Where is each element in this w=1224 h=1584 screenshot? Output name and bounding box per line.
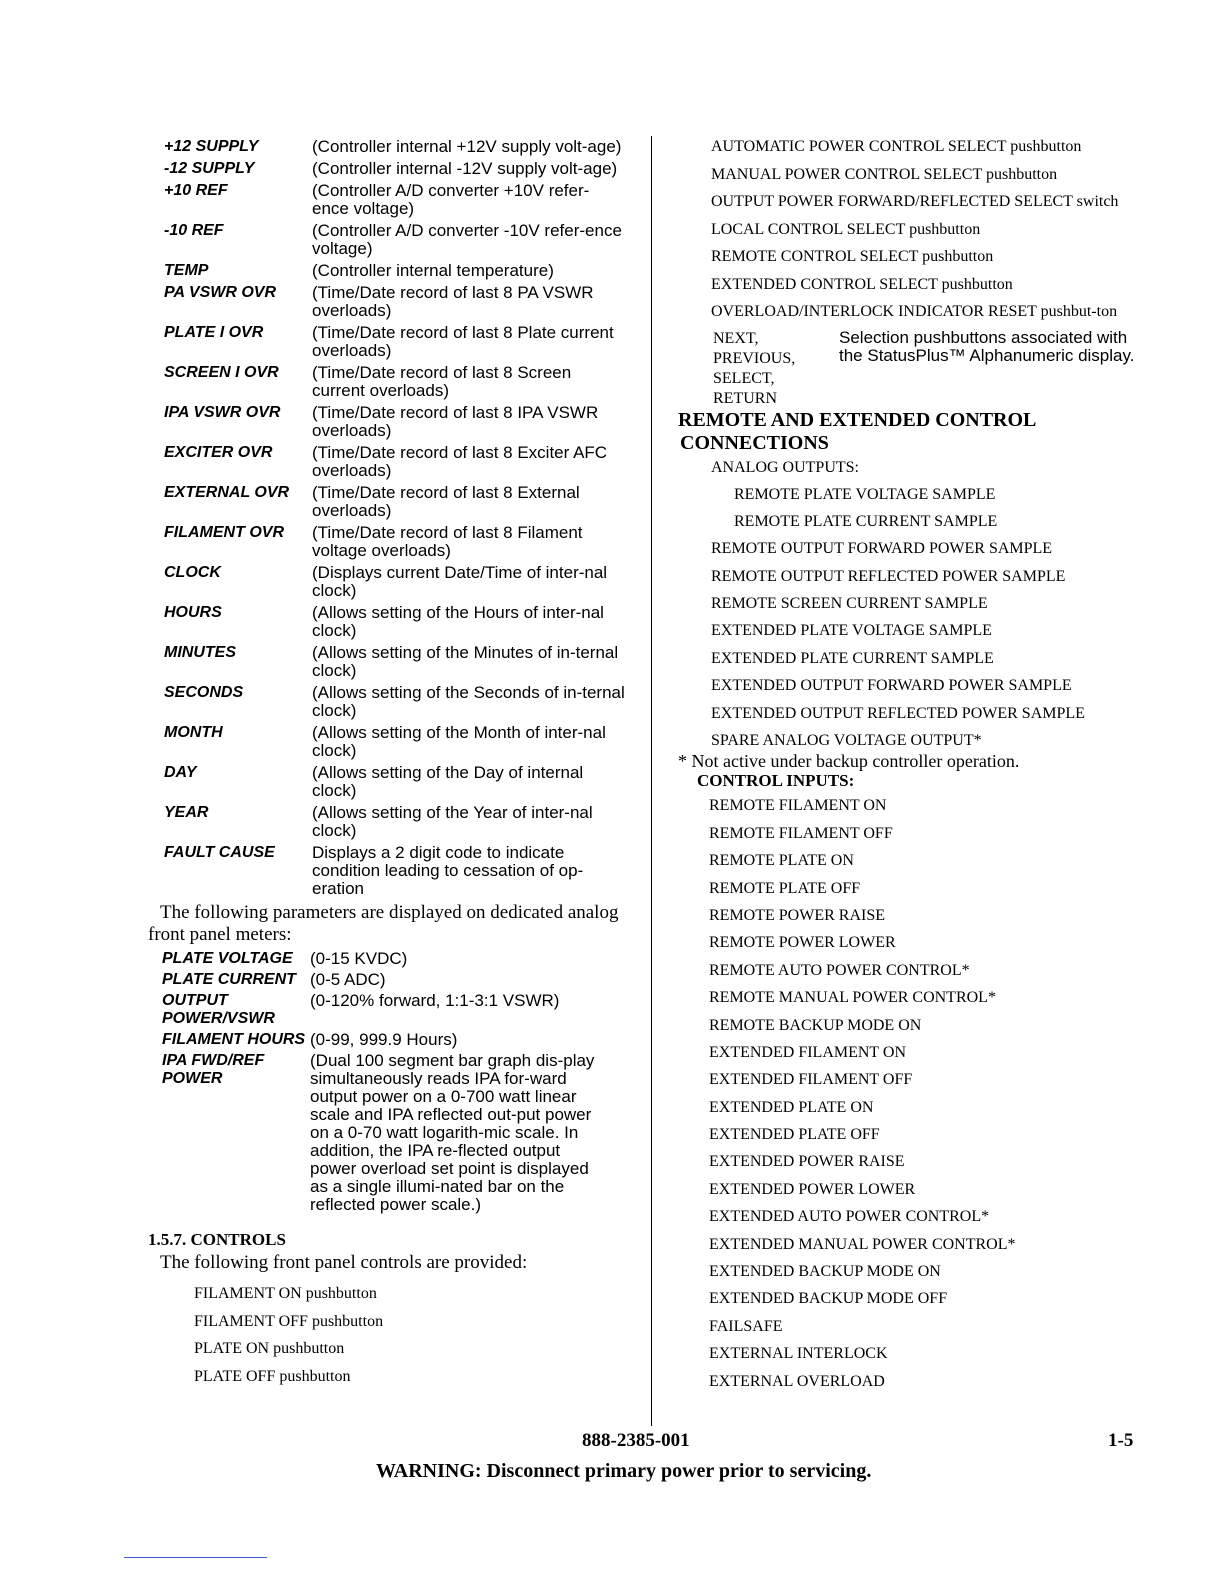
- control-input-item: REMOTE FILAMENT OFF: [709, 824, 893, 842]
- controls-intro: The following front panel controls are provided:: [160, 1252, 528, 1273]
- param-desc: (Controller internal +12V supply volt-age): [312, 137, 622, 156]
- param-row: [148, 724, 636, 760]
- analog-outputs-list: [678, 486, 1138, 751]
- param-term: -12 SUPPLY: [164, 160, 255, 177]
- meters-intro: The following parameters are displayed on dedicated analog front panel meters:: [148, 902, 619, 945]
- param-row: [148, 524, 636, 560]
- param-desc: (Allows setting of the Seconds of in-ternal clock): [312, 683, 625, 720]
- nav-key: PREVIOUS,: [713, 349, 796, 367]
- control-input-item: EXTENDED MANUAL POWER CONTROL*: [709, 1235, 1016, 1253]
- column-divider: [651, 136, 652, 1426]
- param-row: [148, 804, 636, 840]
- control-input-item: EXTENDED BACKUP MODE OFF: [709, 1290, 948, 1308]
- param-term: CLOCK: [164, 564, 221, 581]
- param-desc: (Allows setting of the Minutes of in-ternal clock): [312, 643, 619, 680]
- param-term: MONTH: [164, 724, 223, 741]
- param-term: FILAMENT OVR: [164, 524, 284, 541]
- analog-output-item: REMOTE PLATE VOLTAGE SAMPLE: [734, 485, 996, 503]
- controls-list: [148, 1280, 636, 1390]
- control-input-item: EXTENDED FILAMENT ON: [709, 1043, 907, 1061]
- parameter-table: [148, 138, 636, 898]
- analog-output-item: EXTENDED PLATE VOLTAGE SAMPLE: [711, 622, 992, 640]
- param-row: [148, 160, 636, 178]
- control-input-item: REMOTE POWER RAISE: [709, 906, 885, 924]
- meter-desc: (0-15 KVDC): [310, 949, 408, 968]
- control-input-item: REMOTE PLATE ON: [709, 852, 854, 870]
- param-desc: (Allows setting of the Day of internal clock): [312, 763, 584, 800]
- left-column: [148, 138, 636, 1390]
- control-item: PLATE ON pushbutton: [194, 1340, 345, 1357]
- bottom-rule: [124, 1557, 267, 1558]
- control-input-item: EXTENDED FILAMENT OFF: [709, 1071, 913, 1089]
- param-desc: (Controller internal temperature): [312, 261, 554, 280]
- param-term: YEAR: [164, 804, 209, 821]
- param-row: [148, 684, 636, 720]
- controls-heading: 1.5.7. CONTROLS: [148, 1230, 286, 1249]
- param-row: [148, 484, 636, 520]
- param-term: SCREEN I OVR: [164, 364, 279, 381]
- param-row: [148, 564, 636, 600]
- right-control-item: REMOTE CONTROL SELECT pushbutton: [711, 248, 994, 265]
- param-desc: (Controller internal -12V supply volt-age): [312, 159, 618, 178]
- right-control-item: MANUAL POWER CONTROL SELECT pushbutton: [711, 165, 1058, 183]
- param-desc: Displays a 2 digit code to indicate condition leading to cessation of op-eration: [312, 843, 584, 898]
- control-input-item: EXTENDED POWER RAISE: [709, 1153, 905, 1171]
- right-control-item: OUTPUT POWER FORWARD/REFLECTED SELECT switch: [711, 193, 1119, 210]
- right-controls-list: [678, 138, 1138, 321]
- remote-heading-line2: CONNECTIONS: [680, 431, 829, 454]
- nav-key: NEXT,: [713, 329, 759, 347]
- right-column: [678, 138, 1138, 1400]
- meter-term: IPA FWD/REF POWER: [162, 1052, 265, 1087]
- control-input-item: EXTENDED PLATE ON: [709, 1098, 874, 1116]
- control-input-item: EXTENDED AUTO POWER CONTROL*: [709, 1208, 990, 1226]
- analog-output-item: EXTENDED OUTPUT FORWARD POWER SAMPLE: [711, 677, 1072, 695]
- param-term: SECONDS: [164, 684, 244, 701]
- remote-heading-line1: REMOTE AND EXTENDED CONTROL: [678, 408, 1037, 431]
- param-term: FAULT CAUSE: [164, 844, 275, 861]
- param-term: IPA VSWR OVR: [164, 404, 281, 421]
- meter-row: [148, 971, 636, 989]
- param-row: [148, 844, 636, 898]
- meter-desc: (0-120% forward, 1:1-3:1 VSWR): [310, 991, 560, 1010]
- analog-outputs-label: ANALOG OUTPUTS:: [711, 458, 859, 476]
- meter-term: FILAMENT HOURS: [162, 1031, 306, 1048]
- analog-output-item: EXTENDED OUTPUT REFLECTED POWER SAMPLE: [711, 704, 1085, 722]
- param-row: [148, 444, 636, 480]
- param-term: DAY: [164, 764, 197, 781]
- meter-row: [148, 1031, 636, 1049]
- control-input-item: REMOTE FILAMENT ON: [709, 797, 887, 815]
- param-desc: (Time/Date record of last 8 Filament voltage overloads): [312, 523, 583, 560]
- analog-output-item: EXTENDED PLATE CURRENT SAMPLE: [711, 649, 994, 667]
- control-input-item: REMOTE BACKUP MODE ON: [709, 1016, 922, 1034]
- control-input-item: EXTENDED PLATE OFF: [709, 1126, 880, 1144]
- meter-desc: (Dual 100 segment bar graph dis-play simultaneously reads IPA for-ward output power on a 0-700 watt linear scale and IPA reflected out-put power on a 0-70 watt logarith-mic scale. In addition, the IPA re-flected output power overload set point is displayed as a single illumi-nated bar on the reflected power scale.): [310, 1051, 595, 1214]
- param-desc: (Controller A/D converter -10V refer-ence voltage): [312, 221, 622, 258]
- param-term: -10 REF: [164, 222, 224, 239]
- right-control-item: AUTOMATIC POWER CONTROL SELECT pushbutton: [711, 138, 1082, 155]
- control-input-item: REMOTE MANUAL POWER CONTROL*: [709, 989, 996, 1007]
- param-desc: (Time/Date record of last 8 Screen current overloads): [312, 363, 572, 400]
- control-input-item: FAILSAFE: [709, 1317, 783, 1335]
- right-control-item: LOCAL CONTROL SELECT pushbutton: [711, 220, 981, 238]
- param-desc: (Allows setting of the Year of inter-nal clock): [312, 803, 593, 840]
- param-desc: (Time/Date record of last 8 External overloads): [312, 483, 580, 520]
- param-row: [148, 764, 636, 800]
- meter-desc: (0-99, 999.9 Hours): [310, 1030, 458, 1049]
- control-input-item: EXTERNAL INTERLOCK: [709, 1345, 888, 1363]
- meter-row: [148, 950, 636, 968]
- control-inputs-list: [678, 797, 1138, 1390]
- param-row: [148, 404, 636, 440]
- param-row: [148, 138, 636, 156]
- control-inputs-label: CONTROL INPUTS:: [697, 771, 855, 791]
- right-control-item: EXTENDED CONTROL SELECT pushbutton: [711, 275, 1013, 293]
- control-input-item: EXTERNAL OVERLOAD: [709, 1372, 885, 1390]
- nav-key: SELECT,: [713, 369, 775, 387]
- param-term: +10 REF: [164, 182, 228, 199]
- param-desc: (Time/Date record of last 8 IPA VSWR overloads): [312, 403, 599, 440]
- doc-number: 888-2385-001: [582, 1430, 690, 1451]
- param-term: PA VSWR OVR: [164, 284, 277, 301]
- analog-output-item: REMOTE OUTPUT REFLECTED POWER SAMPLE: [711, 567, 1066, 585]
- param-desc: (Time/Date record of last 8 Exciter AFC overloads): [312, 443, 608, 480]
- param-desc: (Time/Date record of last 8 PA VSWR overloads): [312, 283, 594, 320]
- param-term: MINUTES: [164, 644, 236, 661]
- param-row: [148, 604, 636, 640]
- param-desc: (Time/Date record of last 8 Plate current overloads): [312, 323, 614, 360]
- nav-buttons-block: [713, 329, 1138, 409]
- param-row: [148, 182, 636, 218]
- param-row: [148, 262, 636, 280]
- param-term: EXCITER OVR: [164, 444, 273, 461]
- analog-output-item: REMOTE PLATE CURRENT SAMPLE: [734, 512, 998, 530]
- control-input-item: REMOTE AUTO POWER CONTROL*: [709, 961, 970, 979]
- control-item: PLATE OFF pushbutton: [194, 1367, 351, 1385]
- param-row: [148, 222, 636, 258]
- meter-term: PLATE CURRENT: [162, 971, 296, 988]
- meter-term: OUTPUT POWER/VSWR: [162, 992, 275, 1027]
- meter-row: [148, 992, 636, 1028]
- analog-output-item: REMOTE SCREEN CURRENT SAMPLE: [711, 595, 988, 613]
- backup-note: * Not active under backup controller operation.: [678, 751, 1020, 772]
- service-warning: WARNING: Disconnect primary power prior to servicing.: [376, 1460, 872, 1482]
- param-term: EXTERNAL OVR: [164, 484, 290, 501]
- meter-row: [148, 1052, 636, 1214]
- control-input-item: EXTENDED BACKUP MODE ON: [709, 1263, 941, 1281]
- param-desc: (Allows setting of the Month of inter-nal clock): [312, 723, 606, 760]
- param-desc: (Controller A/D converter +10V refer-ence voltage): [312, 181, 590, 218]
- param-row: [148, 284, 636, 320]
- right-control-item: OVERLOAD/INTERLOCK INDICATOR RESET pushbut-ton: [711, 303, 1118, 320]
- nav-key: RETURN: [713, 389, 777, 407]
- param-term: TEMP: [164, 262, 209, 279]
- meter-table: [148, 950, 636, 1214]
- meter-term: PLATE VOLTAGE: [162, 950, 293, 967]
- param-term: HOURS: [164, 604, 222, 621]
- param-desc: (Allows setting of the Hours of inter-nal clock): [312, 603, 604, 640]
- nav-description: Selection pushbuttons associated with the StatusPlus™ Alphanumeric display.: [839, 327, 1135, 365]
- analog-output-item: SPARE ANALOG VOLTAGE OUTPUT*: [711, 732, 982, 750]
- control-input-item: REMOTE POWER LOWER: [709, 934, 896, 952]
- param-row: [148, 644, 636, 680]
- control-input-item: EXTENDED POWER LOWER: [709, 1180, 916, 1198]
- control-item: FILAMENT ON pushbutton: [194, 1285, 377, 1302]
- param-desc: (Displays current Date/Time of inter-nal clock): [312, 563, 608, 600]
- param-term: +12 SUPPLY: [164, 138, 259, 155]
- page-number: 1-5: [1108, 1430, 1134, 1451]
- control-input-item: REMOTE PLATE OFF: [709, 879, 861, 897]
- analog-output-item: REMOTE OUTPUT FORWARD POWER SAMPLE: [711, 540, 1053, 558]
- control-item: FILAMENT OFF pushbutton: [194, 1312, 384, 1330]
- param-row: [148, 364, 636, 400]
- param-row: [148, 324, 636, 360]
- param-term: PLATE I OVR: [164, 324, 264, 341]
- nav-keys: [713, 329, 839, 409]
- meter-desc: (0-5 ADC): [310, 970, 386, 989]
